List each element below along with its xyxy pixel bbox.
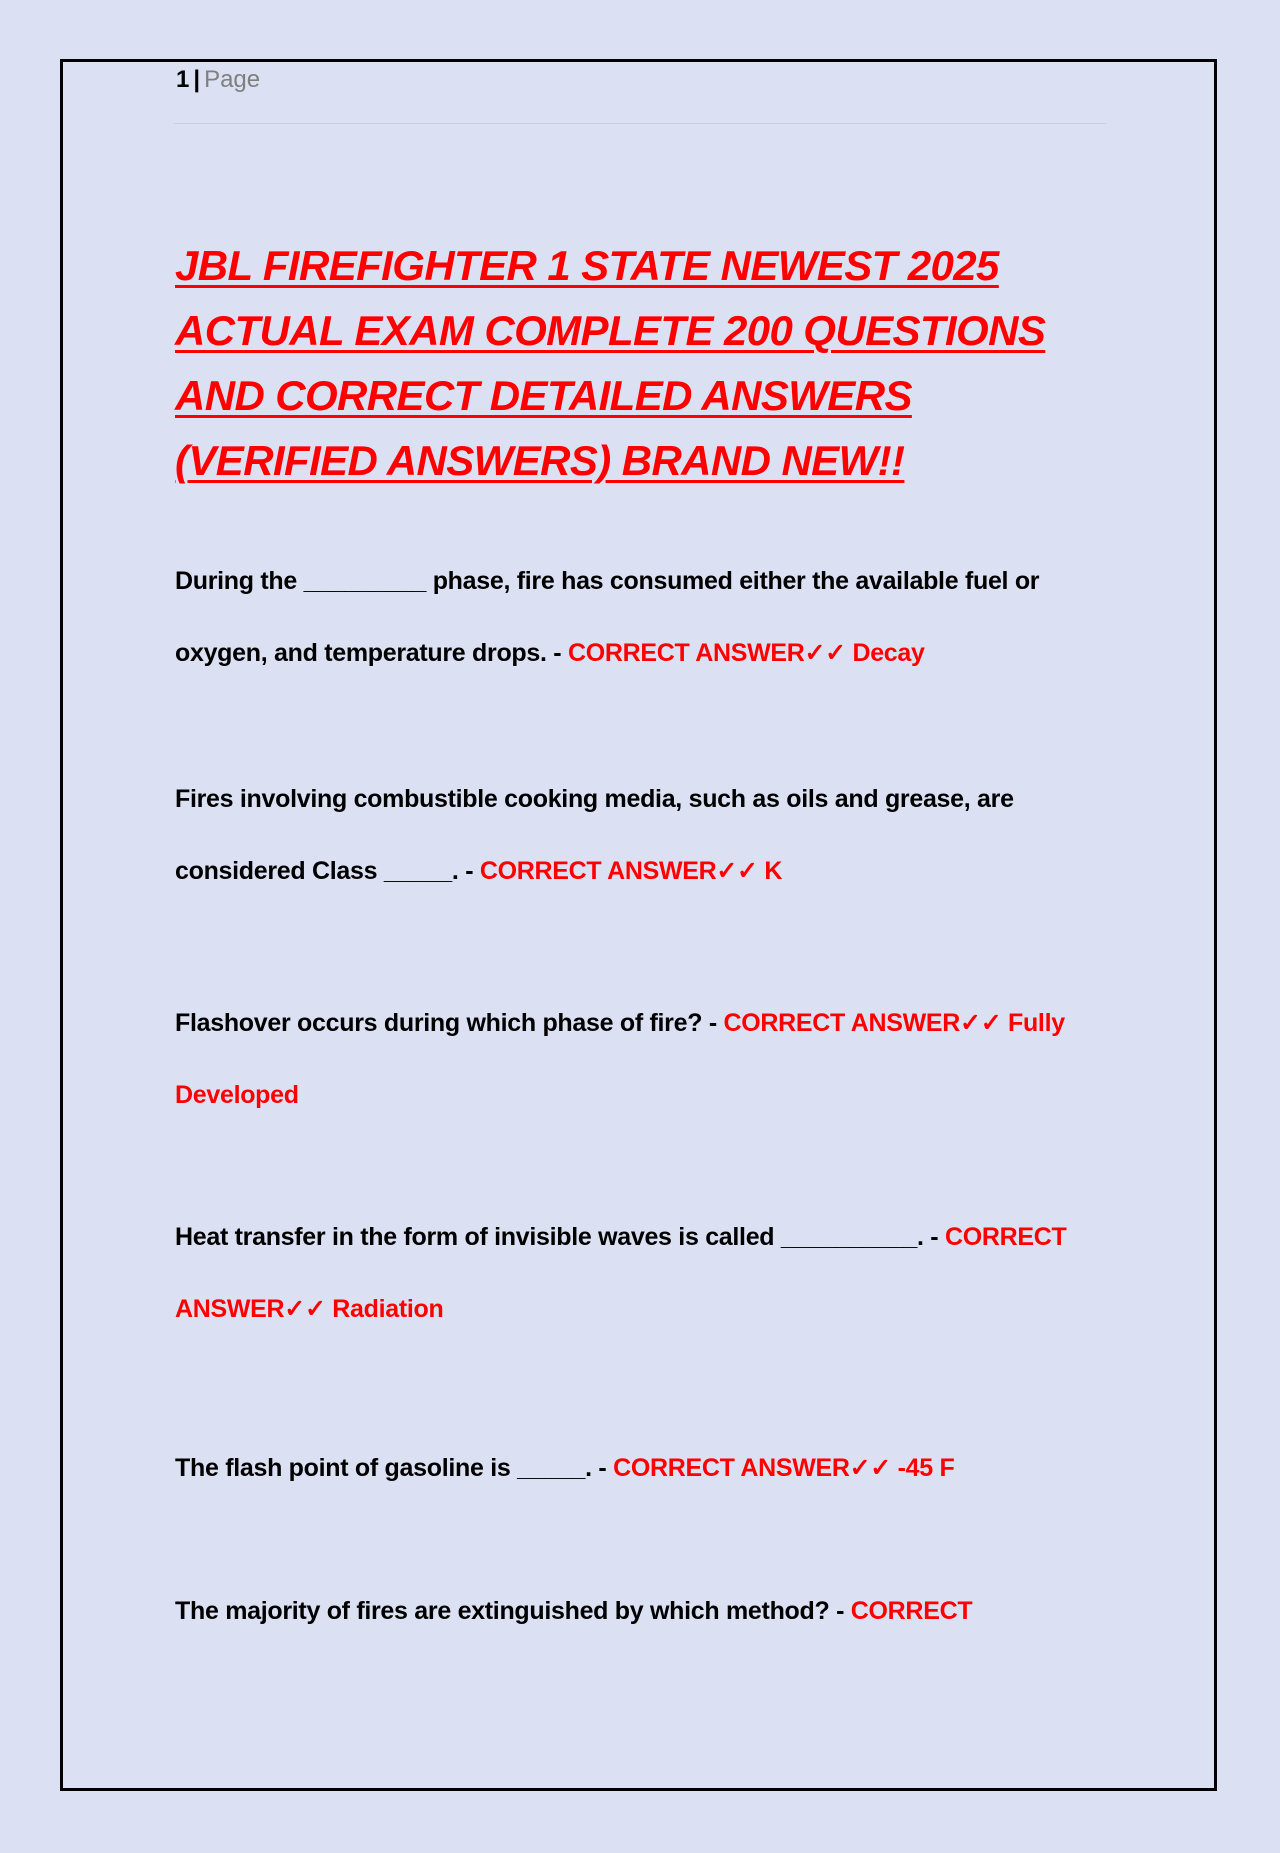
question-text: The flash point of gasoline is _____. - [175,1454,607,1482]
answer-text: CORRECT ANSWER✓✓ Radiation [175,1223,1067,1323]
answer-text: CORRECT [850,1597,973,1625]
question-text: Fires involving combustible cooking media, such as oils and grease, are considered Class _____. - [175,785,1014,885]
qa-item-2 [175,763,1115,907]
qa-item-3 [175,987,1115,1131]
page-header [176,63,260,97]
answer-text: CORRECT ANSWER✓✓ Fully Developed [175,1009,1065,1109]
question-text: During the _________ phase, fire has consumed either the available fuel or oxygen, and temperature drops. - [175,567,1040,667]
page-separator: | [193,66,201,93]
qa-item-4 [175,1201,1115,1345]
answer-text: CORRECT ANSWER✓✓ -45 F [613,1454,955,1482]
qa-item-6 [175,1575,1115,1647]
page-number: 1 [176,66,190,93]
answer-text: CORRECT ANSWER✓✓ Decay [567,639,925,667]
header-divider [174,123,1106,124]
answer-text: CORRECT ANSWER✓✓ K [479,857,783,885]
document-title: JBL FIREFIGHTER 1 STATE NEWEST 2025 ACTUAL EXAM COMPLETE 200 QUESTIONS AND CORRECT DETAILED ANSWERS (VERIFIED ANSWERS) BRAND NEW!! [175,242,1046,484]
qa-item-5 [175,1432,1115,1504]
page-label: Page [204,66,261,93]
question-text: The majority of fires are extinguished by which method? - [175,1597,845,1625]
question-text: Flashover occurs during which phase of fire? - [175,1009,717,1037]
qa-item-1 [175,545,1115,689]
question-text: Heat transfer in the form of invisible waves is called __________. - [175,1223,939,1251]
